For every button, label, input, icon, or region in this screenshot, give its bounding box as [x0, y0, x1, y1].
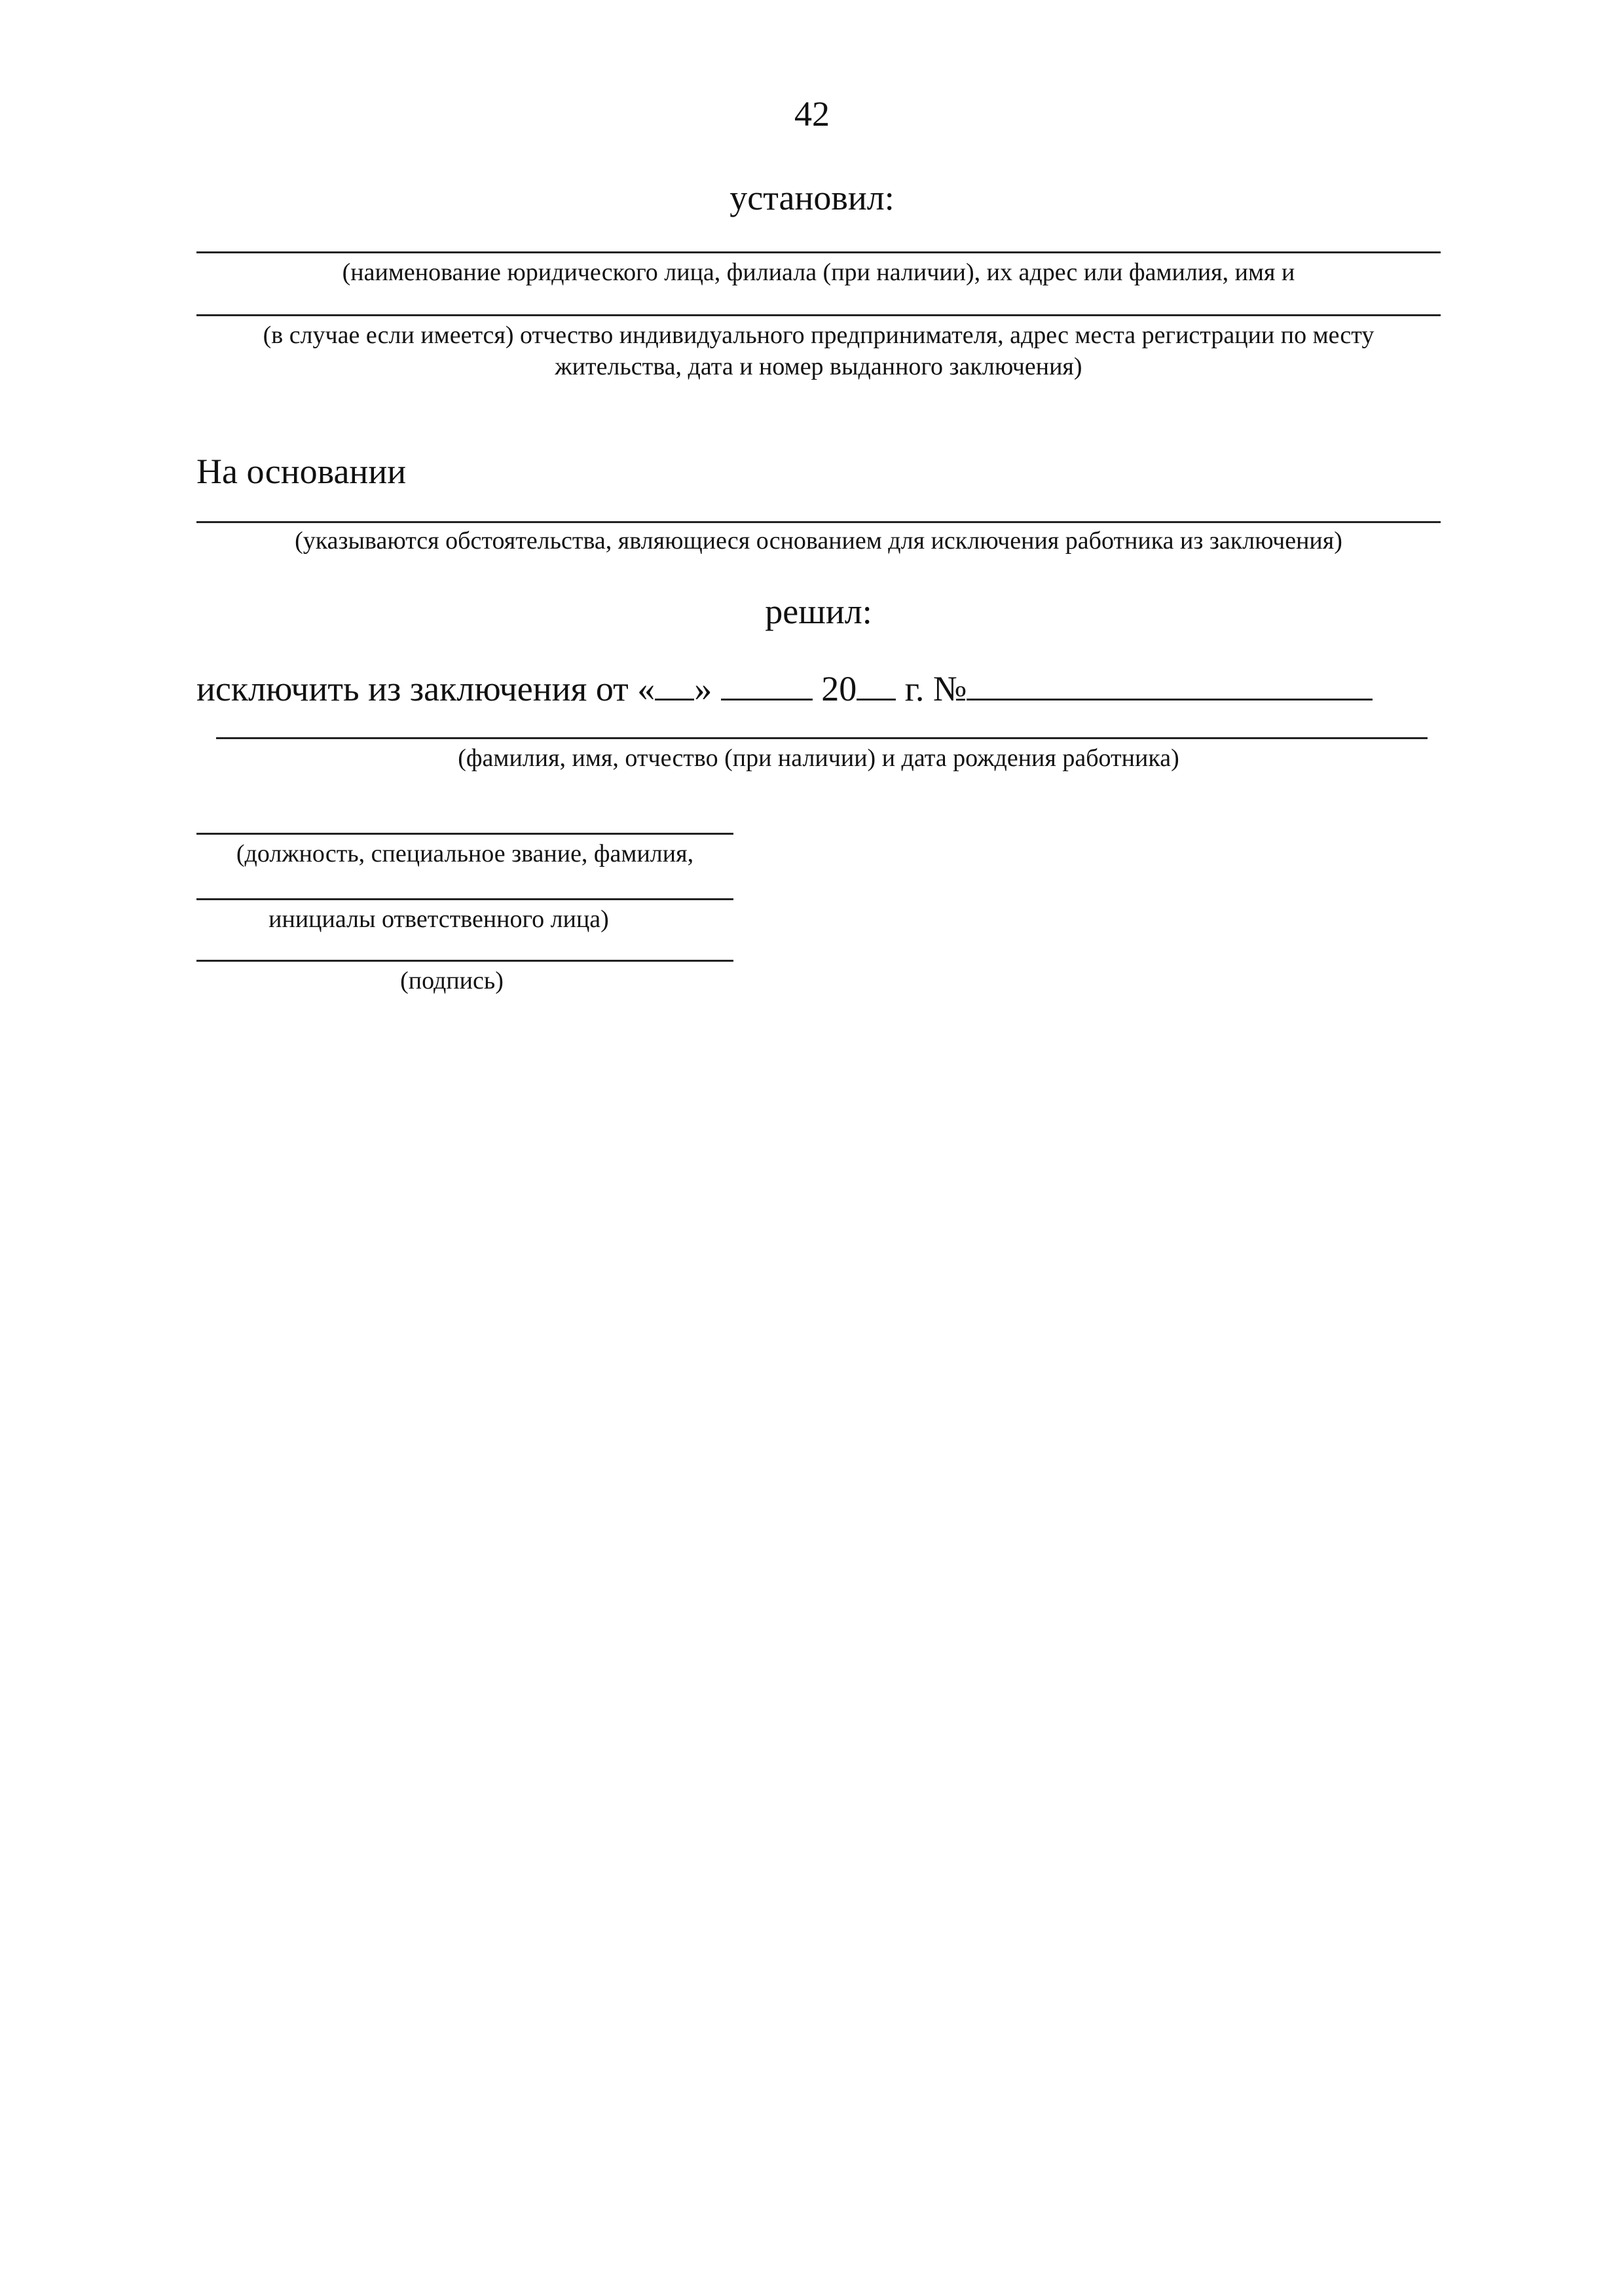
initials-line[interactable]	[196, 898, 733, 900]
signature-line[interactable]	[196, 960, 733, 962]
position-line[interactable]	[196, 833, 733, 835]
decided-heading: решил:	[765, 592, 872, 631]
entity-caption-line1: (наименование юридического лица, филиала (при наличии), их адрес или фамилия, имя и	[342, 259, 1295, 286]
basis-line[interactable]	[196, 521, 1441, 523]
entity-caption-line3: жительства, дата и номер выданного заключения)	[555, 353, 1082, 380]
employee-caption: (фамилия, имя, отчество (при наличии) и дата рождения работника)	[458, 744, 1179, 772]
conclusion-number-field[interactable]	[967, 670, 1373, 701]
year-suffix: г. №	[896, 669, 967, 708]
established-heading: установил:	[729, 178, 895, 217]
position-caption-line2: инициалы ответственного лица)	[268, 905, 609, 933]
exclude-text: исключить из заключения от «	[196, 669, 655, 708]
month-field[interactable]	[721, 670, 813, 701]
basis-label: На основании	[196, 452, 407, 491]
page-number: 42	[794, 94, 830, 134]
entity-caption-line2: (в случае если имеется) отчество индивидуального предпринимателя, адрес места регистрации по месту	[263, 321, 1375, 349]
quote-close: »	[694, 669, 712, 708]
year-prefix: 20	[821, 669, 857, 708]
basis-caption: (указываются обстоятельства, являющиеся основанием для исключения работника из заключения)	[295, 527, 1342, 555]
entity-name-line[interactable]	[196, 251, 1441, 253]
entity-details-line[interactable]	[196, 314, 1441, 316]
position-caption-line1: (должность, специальное звание, фамилия,	[236, 840, 694, 867]
employee-line[interactable]	[216, 737, 1428, 739]
exclude-sentence	[196, 668, 1373, 710]
year-field[interactable]	[857, 670, 896, 701]
signature-caption: (подпись)	[400, 967, 504, 994]
day-field[interactable]	[655, 670, 694, 701]
